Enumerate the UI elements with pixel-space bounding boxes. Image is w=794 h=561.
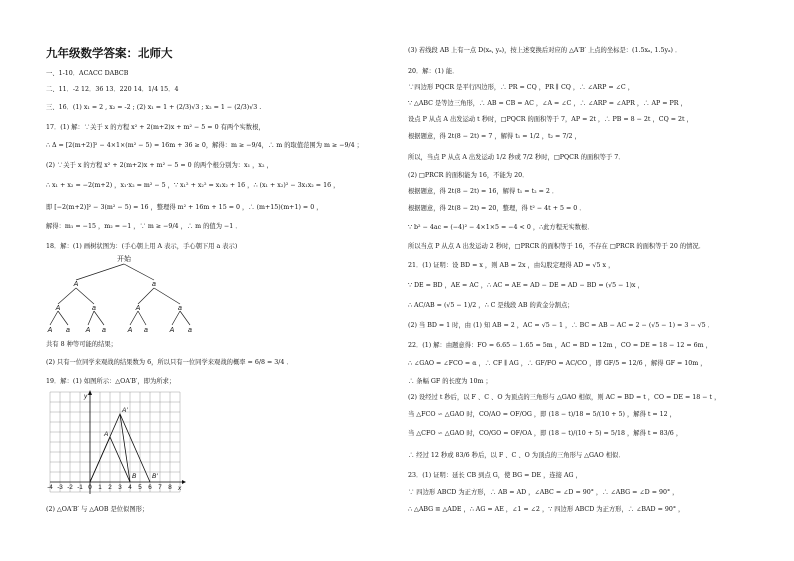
- tree-node-level2: a: [178, 305, 182, 312]
- tree-node-level2: a: [92, 305, 96, 312]
- answer-line: 23．(1) 证明：延长 CB 到点 G，使 BG = DE ，连接 AG ，: [408, 472, 582, 479]
- tree-node-level2: A: [55, 305, 61, 312]
- answer-line: ∴ △ABG ≌ △ADE ，∴ AG = AE ，∠1 = ∠2 ，∵ 四边形 ABCD 为正方形，∴ ∠BAD = 90° ，: [408, 506, 685, 513]
- x-tick-label: 6: [148, 484, 152, 491]
- tree-node-level3: A: [169, 327, 175, 334]
- answer-line: 二、11．-2 12．36 13．220 14．1/4 15．4: [46, 86, 179, 93]
- answer-line: ∴ AC/AB = (√5 − 1)/2 ，∴ C 是线段 AB 的黄金分割点；: [408, 302, 574, 309]
- answer-line: 当 △CFO ∽ △GAO 时，CO/GO = OF/OA ，即 (18 − t)/(10 + 5) = 5/18 ，解得 t = 83/6 ，: [408, 430, 683, 437]
- answer-line: (2) 当 BD = 1 时，由 (1) 知 AB = 2 ，AC = √5 − 1 ，∴ BC = AB − AC = 2 − (√5 − 1) = 3 − √5 ．: [408, 322, 714, 329]
- x-tick-label: 2: [108, 484, 112, 491]
- tree-node-level2: A: [135, 305, 141, 312]
- x-tick-label: 8: [168, 484, 172, 491]
- answer-line: 根据题意，得 2t(8 − 2t) = 7 ，解得 t₁ = 1/2 ，t₂ = 7/2 ，: [408, 133, 581, 140]
- tree-root-label: 开始: [117, 256, 131, 263]
- answer-line: 根据题意，得 2t(8 − 2t) = 16，解得 t₁ = t₂ = 2 ．: [408, 188, 559, 195]
- answer-line: 解得：m₁ = −15 ，m₂ = −1 ，∵ m ≥ −9/4 ，∴ m 的值为 −1 ．: [46, 223, 242, 230]
- y-axis-label: y: [84, 393, 88, 400]
- answer-line: 即 [−2(m+2)]² − 3(m² − 5) = 16 ，整理得 m² + 16m + 15 = 0 ，∴ (m+15)(m+1) = 0 ，: [46, 204, 323, 211]
- answer-line: 17．(1) 解：∵关于 x 的方程 x² + 2(m+2)x + m² − 5 = 0 有两个实数根，: [46, 124, 265, 131]
- tree-node-level3: a: [144, 327, 148, 334]
- answer-line: ∴ 条幅 GF 的长度为 10m ；: [408, 378, 492, 385]
- x-tick-label: -3: [57, 484, 63, 491]
- point-label-a-prime: A′: [122, 407, 128, 414]
- coordinate-grid-figure: [46, 390, 186, 498]
- x-tick-label: 5: [138, 484, 142, 491]
- answer-line: 21．(1) 证明：设 BD = x ，则 AB = 2x ，由勾股定理得 AD = √5 x ，: [408, 262, 615, 269]
- answer-line: ∵ DE = BD ，AE = AC ，∴ AC = AE = AD − DE = AD − BD = (√5 − 1)x ，: [408, 282, 644, 289]
- answer-line: 根据题意，得 2t(8 − 2t) = 20，整理，得 t² − 4t + 5 = 0 ．: [408, 205, 586, 212]
- answer-line: (2) 只有一位同学来观战的结果数为 6，所以只有一位同学来观战的概率 = 6/8 = 3/4 ．: [46, 359, 293, 366]
- answer-line: ∵ b² − 4ac = (−4)² − 4×1×5 = −4 < 0 ，∴此方程无实数根．: [408, 224, 594, 231]
- tree-node-level3: a: [188, 327, 192, 334]
- page-title: 九年级数学答案：北师大: [46, 46, 173, 60]
- answer-line: 19．解：(1) 如图所示：△OA′B′，即为所求；: [46, 378, 176, 385]
- answer-line: ∴ Δ = [2(m+2)]² − 4×1×(m² − 5) = 16m + 36 ≥ 0，解得：m ≥ −9/4，∴ m 的取值范围为 m ≥ −9/4 ；: [46, 142, 363, 149]
- answer-line: ∴ ∠GAO = ∠FCO = α ，∴ CF ∥ AG ，∴ GF/FO = AC/CO ，即 GF/5 = 12/6 ，解得 GF = 10m ，: [408, 360, 707, 367]
- answer-line: 设点 P 从点 A 出发运动 t 秒时，□PQCR 的面积等于 7，AP = 2t ，∴ PB = 8 − 2t ，CQ = 2t ，: [408, 116, 693, 123]
- answer-line: (2) △OA′B′ 与 △AOB 是位似图形；: [46, 506, 149, 513]
- tree-node-level3: a: [102, 327, 106, 334]
- x-tick-label: 0: [88, 484, 92, 491]
- answer-line: 18．解：(1) 画树状图为：(手心朝上用 A 表示，手心朝下用 a 表示): [46, 243, 238, 250]
- answer-line: ∴ x₁ + x₂ = −2(m+2) ，x₁·x₂ = m² − 5 ，∵ x₁² + x₂² = x₁x₂ + 16 ，∴ (x₁ + x₂)² − 3x₁x₂ = 16 ，: [46, 182, 340, 189]
- probability-tree-diagram: [46, 252, 236, 338]
- tree-node-level1: a: [152, 281, 156, 288]
- x-tick-label: 7: [158, 484, 162, 491]
- x-tick-label: -1: [77, 484, 83, 491]
- answer-line: 一、1-10．ACACC DABCB: [46, 70, 129, 77]
- x-tick-label: 1: [98, 484, 102, 491]
- answer-line: (2) ∵关于 x 的方程 x² + 2(m+2)x + m² − 5 = 0 的两个根分别为：x₁ ，x₂ ，: [46, 162, 273, 169]
- x-tick-label: 3: [118, 484, 122, 491]
- answer-line: (2) 设经过 t 秒后，以 F 、C 、O 为顶点的三角形与 △GAO 相似，则 AC = BD = t ，CO = DE = 18 − t ，: [408, 394, 721, 401]
- answer-line: 20．解：(1) 能．: [408, 68, 459, 75]
- tree-node-level3: A: [127, 327, 133, 334]
- x-tick-label: -4: [47, 484, 53, 491]
- tree-node-level3: A: [85, 327, 91, 334]
- answer-line: 当 △FCO ∽ △GAO 时，CO/AO = OF/OG ，即 (18 − t)/18 = 5/(10 + 5) ，解得 t = 12 ，: [408, 411, 676, 418]
- point-label-b-prime: B′: [152, 473, 158, 480]
- x-tick-label: -2: [67, 484, 73, 491]
- answer-line: ∵ △ABC 是等边三角形，∴ AB = CB = AC ，∠A = ∠C ，∴ ∠ARP = ∠APR ，∴ AP = PR ，: [408, 100, 687, 107]
- tree-node-level1: A: [73, 281, 79, 288]
- tree-node-level3: a: [66, 327, 70, 334]
- tree-node-level3: A: [47, 327, 53, 334]
- answer-line: 共有 8 种等可能的结果；: [46, 341, 117, 348]
- x-axis-label: x: [178, 485, 182, 492]
- answer-line: ∴ 经过 12 秒或 83/6 秒后，以 F 、C 、O 为顶点的三角形与 △GAO 相似．: [408, 452, 625, 459]
- point-label-a: A: [104, 431, 109, 438]
- answer-line: ∵ 四边形 ABCD 为正方形，∴ AB = AD ，∠ABC = ∠D = 90° ，∴ ∠ABG = ∠D = 90° ，: [408, 489, 679, 496]
- answer-line: ∵四边形 PQCR 是平行四边形，∴ PR = CQ ，PR ∥ CQ ，∴ ∠ARP = ∠C ，: [408, 84, 635, 91]
- point-label-b: B: [132, 473, 137, 480]
- answer-line: 所以，当点 P 从点 A 出发运动 1/2 秒或 7/2 秒时，□PQCR 的面积等于 7．: [408, 154, 625, 161]
- answer-line: (2) □PRCR 的面积能为 16，不能为 20．: [408, 172, 529, 179]
- x-tick-label: 4: [128, 484, 132, 491]
- answer-line: 所以当点 P 从点 A 出发运动 2 秒时，□PRCR 的面积等于 16，不存在 □PRCR 的面积等于 20 的情况．: [408, 243, 706, 250]
- answer-line: 三、16．(1) x₁ = 2 , x₂ = -2 ; (2) x₁ = 1 + (2/3)√3 ; x₂ = 1 − (2/3)√3 .: [46, 104, 262, 111]
- answer-line: 22．(1) 解：由题意得：FO = 6.65 − 1.65 = 5m ，AC = BD = 12m ，CO = DE = 18 − 12 = 6m ，: [408, 342, 712, 349]
- answer-line: (3) 若线段 AB 上有一点 D(xₐ, yₐ)，按上述变换后对应的 △A′B′ 上点的坐标是：(1.5xₐ, 1.5yₐ) ．: [408, 47, 682, 54]
